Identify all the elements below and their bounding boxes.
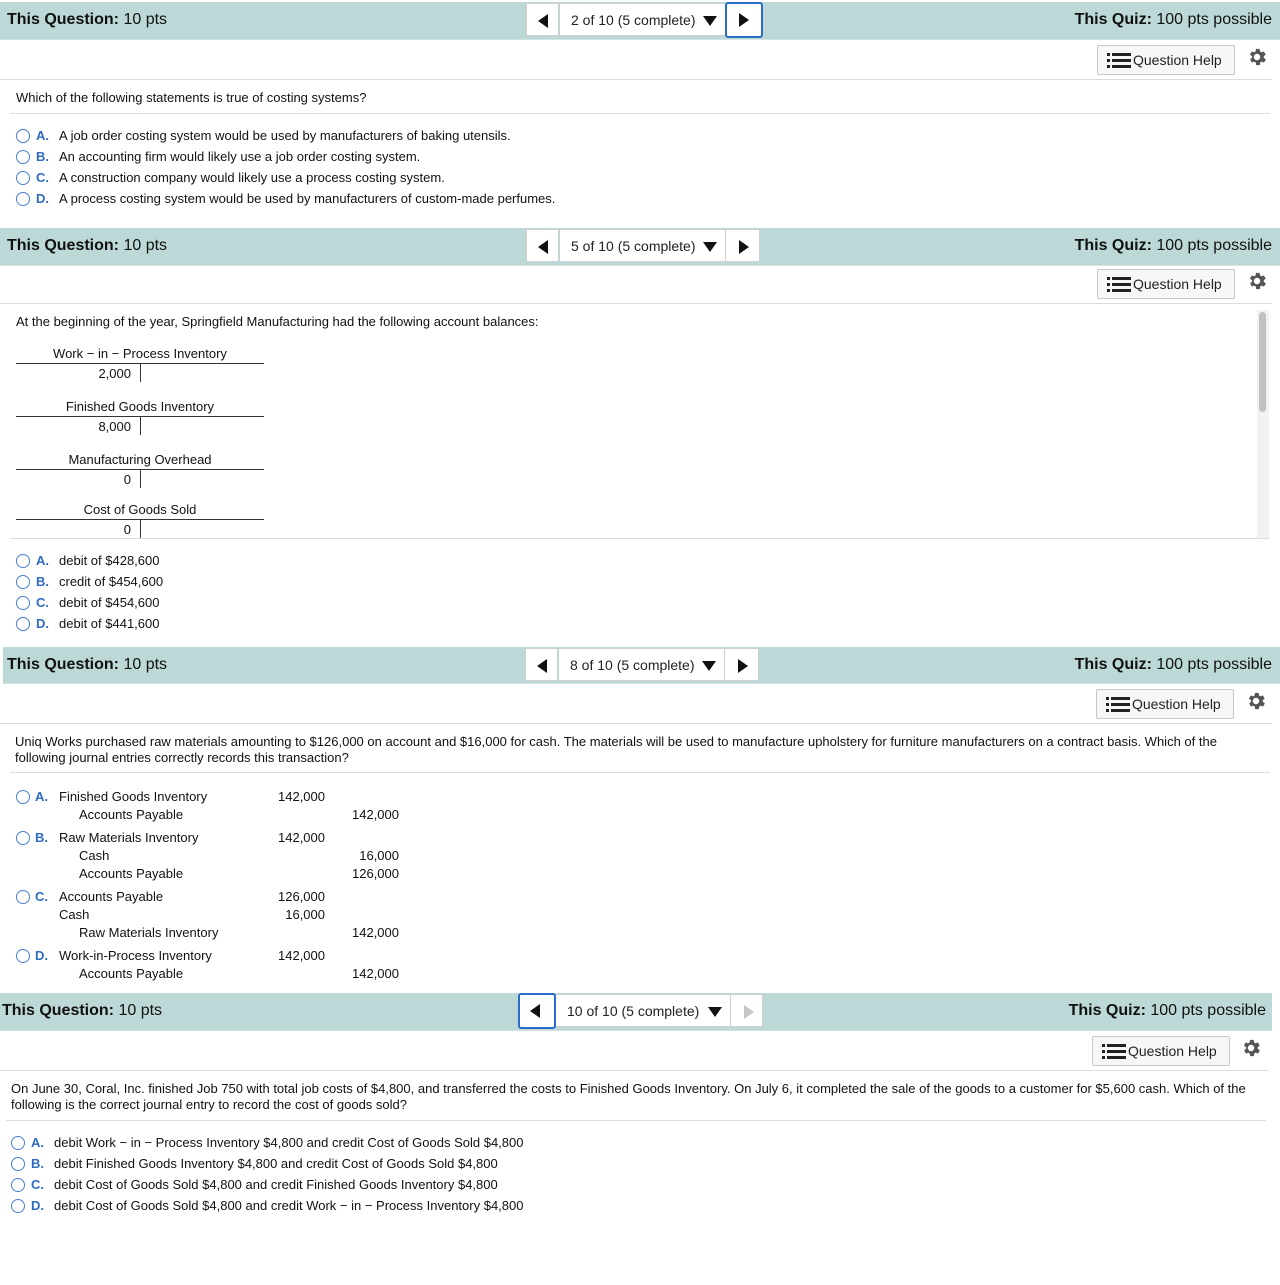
option-text: debit Work − in − Process Inventory $4,800 and credit Cost of Goods Sold $4,800 bbox=[54, 1135, 524, 1150]
question-prompt: At the beginning of the year, Springfield Manufacturing had the following account balances: bbox=[16, 314, 539, 329]
option-letter: C. bbox=[36, 170, 49, 185]
journal-debit: 142,000 bbox=[278, 789, 325, 804]
journal-debit: 16,000 bbox=[285, 907, 325, 922]
journal-credit: 126,000 bbox=[352, 866, 399, 881]
question-position-text: 2 of 10 (5 complete) bbox=[571, 12, 696, 28]
option-letter: D. bbox=[35, 948, 48, 963]
question-help-button[interactable] bbox=[1092, 1036, 1230, 1066]
option-text: debit Cost of Goods Sold $4,800 and credit Finished Goods Inventory $4,800 bbox=[54, 1177, 498, 1192]
question-help-label: Question Help bbox=[1132, 696, 1221, 712]
question-points-value: 10 pts bbox=[118, 1002, 163, 1019]
quiz-points-value: 100 pts possible bbox=[1150, 1002, 1266, 1019]
previous-question-button[interactable] bbox=[518, 993, 556, 1029]
next-question-button[interactable] bbox=[730, 994, 763, 1027]
question-help-label: Question Help bbox=[1133, 52, 1222, 68]
journal-account: Work-in-Process Inventory bbox=[59, 948, 212, 963]
this-quiz-label: This Quiz: bbox=[1068, 1002, 1146, 1019]
quiz-points-value: 100 pts possible bbox=[1156, 656, 1272, 673]
question-select-dropdown[interactable] bbox=[556, 994, 730, 1027]
option-letter: D. bbox=[36, 191, 49, 206]
option-letter: C. bbox=[31, 1177, 44, 1192]
journal-account: Accounts Payable bbox=[79, 866, 184, 881]
option-text: debit Finished Goods Inventory $4,800 and credit Cost of Goods Sold $4,800 bbox=[54, 1156, 498, 1171]
option-text: debit of $454,600 bbox=[59, 595, 160, 610]
question-prompt-line: following journal entries correctly records this transaction? bbox=[15, 750, 349, 765]
question-header-bar bbox=[0, 993, 1272, 1031]
radio-button[interactable] bbox=[11, 1199, 25, 1213]
question-help-label: Question Help bbox=[1128, 1043, 1217, 1059]
question-points-value: 10 pts bbox=[123, 656, 168, 673]
arrow-right-icon bbox=[744, 1005, 754, 1019]
radio-button[interactable] bbox=[11, 1136, 25, 1150]
this-question-label: This Question: bbox=[7, 656, 119, 673]
option-letter: A. bbox=[31, 1135, 44, 1150]
option-text: debit Cost of Goods Sold $4,800 and credit Work − in − Process Inventory $4,800 bbox=[54, 1198, 524, 1213]
t-account-title: Finished Goods Inventory bbox=[65, 399, 215, 414]
option-letter: A. bbox=[35, 789, 48, 804]
journal-account: Accounts Payable bbox=[79, 807, 184, 822]
quiz-points-value: 100 pts possible bbox=[1156, 237, 1272, 254]
this-question-label: This Question: bbox=[7, 237, 119, 254]
journal-account: Raw Materials Inventory bbox=[79, 925, 219, 940]
quiz-points bbox=[1069, 1002, 1266, 1020]
this-quiz-label: This Quiz: bbox=[1074, 656, 1152, 673]
option-letter: B. bbox=[36, 149, 49, 164]
option-letter: B. bbox=[35, 830, 48, 845]
option-text: A process costing system would be used by manufacturers of custom-made perfumes. bbox=[59, 191, 556, 206]
question-points bbox=[2, 1002, 162, 1020]
journal-account: Cash bbox=[59, 907, 90, 922]
question-position-text: 8 of 10 (5 complete) bbox=[570, 657, 695, 673]
question-points-value: 10 pts bbox=[123, 237, 168, 254]
journal-account: Accounts Payable bbox=[59, 889, 164, 904]
question-prompt: Which of the following statements is true of costing systems? bbox=[16, 90, 367, 105]
option-text: An accounting firm would likely use a job order costing system. bbox=[59, 149, 421, 164]
t-account-balance: 2,000 bbox=[98, 366, 131, 381]
option-text: debit of $441,600 bbox=[59, 616, 160, 631]
list-icon bbox=[1102, 1044, 1126, 1059]
journal-account: Accounts Payable bbox=[79, 966, 184, 981]
t-account-balance: 8,000 bbox=[98, 419, 131, 434]
this-question-label: This Question: bbox=[7, 11, 119, 28]
quiz-points-value: 100 pts possible bbox=[1156, 11, 1272, 28]
journal-credit: 142,000 bbox=[352, 925, 399, 940]
radio-button[interactable] bbox=[11, 1178, 25, 1192]
journal-credit: 142,000 bbox=[352, 807, 399, 822]
divider bbox=[6, 1120, 1266, 1121]
radio-button[interactable] bbox=[11, 1157, 25, 1171]
t-account-balance: 0 bbox=[123, 472, 131, 487]
t-account-title: Work − in − Process Inventory bbox=[53, 346, 227, 361]
question-points-value: 10 pts bbox=[123, 11, 168, 28]
arrow-left-icon bbox=[530, 1004, 540, 1018]
option-letter: A. bbox=[36, 553, 49, 568]
question-prompt-line: following is the correct journal entry to record the cost of goods sold? bbox=[11, 1097, 407, 1112]
question-help-label: Question Help bbox=[1133, 276, 1222, 292]
option-letter: C. bbox=[35, 889, 48, 904]
option-letter: B. bbox=[31, 1156, 44, 1171]
this-quiz-label: This Quiz: bbox=[1074, 11, 1152, 28]
question-position-text: 5 of 10 (5 complete) bbox=[571, 238, 696, 254]
question-prompt bbox=[11, 1081, 1261, 1113]
option-text: debit of $428,600 bbox=[59, 553, 160, 568]
this-quiz-label: This Quiz: bbox=[1074, 237, 1152, 254]
question-prompt-line: Uniq Works purchased raw materials amounting to $126,000 on account and $16,000 for cash. The materials will be used to manufacture upholstery for furniture manufacturers on a contract basis. Which of the bbox=[15, 734, 1217, 749]
t-account-balance: 0 bbox=[123, 522, 131, 537]
journal-debit: 126,000 bbox=[278, 889, 325, 904]
option-letter: D. bbox=[36, 616, 49, 631]
option-text: A job order costing system would be used by manufacturers of baking utensils. bbox=[59, 128, 511, 143]
journal-credit: 142,000 bbox=[352, 966, 399, 981]
gear-icon[interactable] bbox=[1240, 1037, 1262, 1059]
question-prompt-line: On June 30, Coral, Inc. finished Job 750 with total job costs of $4,800, and transferred the costs to Finished Goods Inventory. On July 6, it completed the sale of the goods to a customer for $5,600 cash. Which of the bbox=[11, 1081, 1246, 1096]
option-letter: A. bbox=[36, 128, 49, 143]
t-account-title: Cost of Goods Sold bbox=[83, 502, 197, 517]
journal-credit: 16,000 bbox=[359, 848, 399, 863]
journal-account: Cash bbox=[79, 848, 110, 863]
help-toolbar bbox=[0, 1031, 1268, 1071]
option-letter: B. bbox=[36, 574, 49, 589]
option-letter: D. bbox=[31, 1198, 44, 1213]
option-letter: C. bbox=[36, 595, 49, 610]
journal-debit: 142,000 bbox=[278, 830, 325, 845]
journal-debit: 142,000 bbox=[278, 948, 325, 963]
question-position-text: 10 of 10 (5 complete) bbox=[567, 1003, 700, 1019]
journal-account: Raw Materials Inventory bbox=[59, 830, 199, 845]
option-text: A construction company would likely use a process costing system. bbox=[59, 170, 445, 185]
this-question-label: This Question: bbox=[2, 1002, 114, 1019]
journal-account: Finished Goods Inventory bbox=[59, 789, 208, 804]
caret-down-icon bbox=[708, 1007, 722, 1017]
option-text: credit of $454,600 bbox=[59, 574, 164, 589]
t-account-title: Manufacturing Overhead bbox=[68, 452, 212, 467]
